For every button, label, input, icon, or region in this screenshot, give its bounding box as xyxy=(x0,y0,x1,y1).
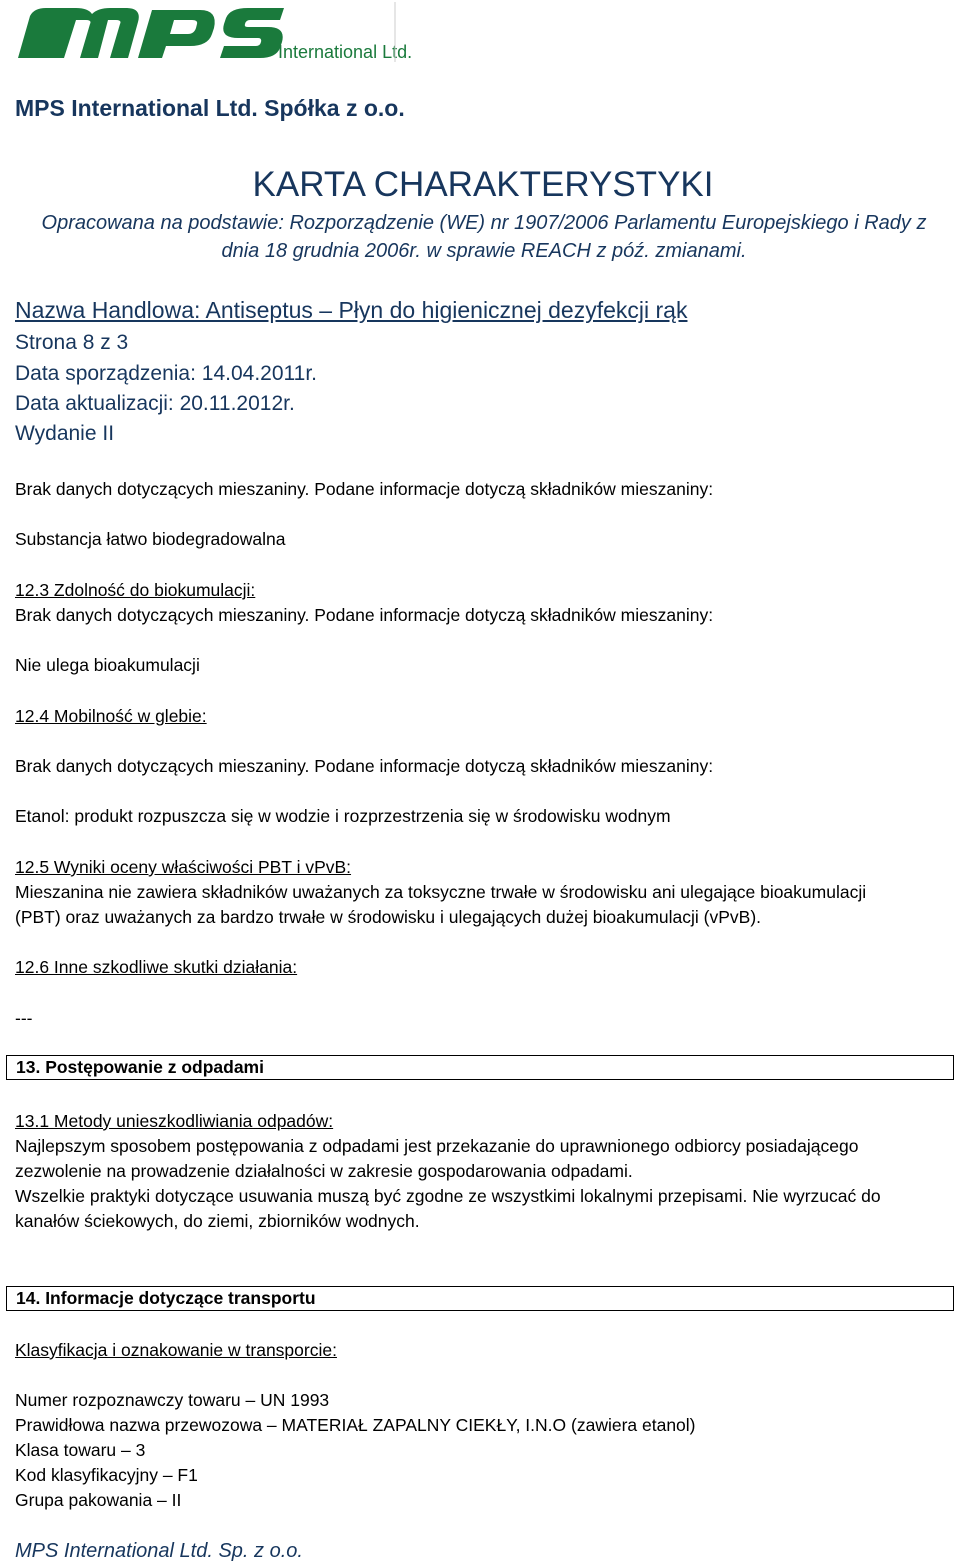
section-12-4-title: 12.4 Mobilność w glebie: xyxy=(15,706,207,726)
company-name: MPS International Ltd. Spółka z o.o. xyxy=(15,95,405,121)
transport-class: Klasa towaru – 3 xyxy=(15,1440,146,1460)
section-12-5-title: 12.5 Wyniki oceny właściwości PBT i vPvB: xyxy=(15,857,352,877)
trade-name: Nazwa Handlowa: Antiseptus – Płyn do higienicznej dezyfekcji rąk xyxy=(15,297,688,323)
logo-letter-m xyxy=(18,8,139,58)
paragraph-disposal-line-1: Wszelkie praktyki dotyczące usuwania muszą być zgodne ze wszystkimi lokalnymi przepisami. Nie wyrzucać do xyxy=(15,1186,881,1206)
page-number: Strona 8 z 3 xyxy=(15,331,129,354)
transport-packing-group: Grupa pakowania – II xyxy=(15,1490,182,1510)
paragraph-no-data-1: Brak danych dotyczących mieszaniny. Podane informacje dotyczą składników mieszaniny: xyxy=(15,479,714,499)
section-13-header xyxy=(6,1055,954,1080)
paragraph-biodegradable: Substancja łatwo biodegradowalna xyxy=(15,529,286,549)
paragraph-pbt-line-2: (PBT) oraz uważanych za bardzo trwałe w środowisku i ulegających dużej bioakumulacji (vPvB). xyxy=(15,907,762,927)
section-14-title: 14. Informacje dotyczące transportu xyxy=(16,1288,316,1308)
paragraph-ethanol: Etanol: produkt rozpuszcza się w wodzie i rozprzestrzenia się w środowisku wodnym xyxy=(15,806,671,826)
company-logo xyxy=(16,2,413,64)
section-12-3-title: 12.3 Zdolność do biokumulacji: xyxy=(15,580,256,600)
document-title: KARTA CHARAKTERYSTYKI xyxy=(252,165,714,204)
paragraph-no-data-2: Brak danych dotyczących mieszaniny. Podane informacje dotyczą składników mieszaniny: xyxy=(15,605,714,625)
logo-tagline: International Ltd. xyxy=(278,42,413,62)
logo-graphic xyxy=(16,2,413,64)
section-13-title: 13. Postępowanie z odpadami xyxy=(16,1057,264,1077)
transport-classification-code: Kod klasyfikacyjny – F1 xyxy=(15,1465,198,1485)
footer-company: MPS International Ltd. Sp. z o.o. xyxy=(15,1540,303,1562)
paragraph-no-bioaccumulation: Nie ulega bioakumulacji xyxy=(15,655,200,675)
legal-basis-line-1: Opracowana na podstawie: Rozporządzenie (WE) nr 1907/2006 Parlamentu Europejskiego i Rady z xyxy=(41,212,927,234)
paragraph-no-data-3: Brak danych dotyczących mieszaniny. Podane informacje dotyczą składników mieszaniny: xyxy=(15,756,714,776)
transport-classification-title: Klasyfikacja i oznakowanie w transporcie: xyxy=(15,1340,337,1360)
section-12-6-title: 12.6 Inne szkodliwe skutki działania: xyxy=(15,957,298,977)
transport-shipping-name: Prawidłowa nazwa przewozowa – MATERIAŁ ZAPALNY CIEKŁY, I.N.O (zawiera etanol) xyxy=(15,1415,696,1435)
legal-basis-line-2: dnia 18 grudnia 2006r. w sprawie REACH z póź. zmianami. xyxy=(221,240,747,262)
logo-letter-p xyxy=(138,10,215,58)
section-13-1-title: 13.1 Metody unieszkodliwiania odpadów: xyxy=(15,1111,334,1131)
logo-letter-s xyxy=(220,8,284,58)
paragraph-disposal-line-2: kanałów ściekowych, do ziemi, zbiorników wodnych. xyxy=(15,1211,420,1231)
paragraph-dashes: --- xyxy=(15,1008,33,1028)
date-created: Data sporządzenia: 14.04.2011r. xyxy=(15,362,317,385)
edition: Wydanie II xyxy=(15,422,115,445)
section-14-header xyxy=(6,1286,954,1311)
paragraph-pbt-line-1: Mieszanina nie zawiera składników uważanych za toksyczne trwałe w środowisku ani ulegające bioakumulacji xyxy=(15,882,867,902)
paragraph-waste-line-1: Najlepszym sposobem postępowania z odpadami jest przekazanie do uprawnionego odbiorcy posiadającego xyxy=(15,1136,859,1156)
date-updated: Data aktualizacji: 20.11.2012r. xyxy=(15,392,295,415)
transport-un-number: Numer rozpoznawczy towaru – UN 1993 xyxy=(15,1390,330,1410)
paragraph-waste-line-2: zezwolenie na prowadzenie działalności w zakresie gospodarowania odpadami. xyxy=(15,1161,633,1181)
